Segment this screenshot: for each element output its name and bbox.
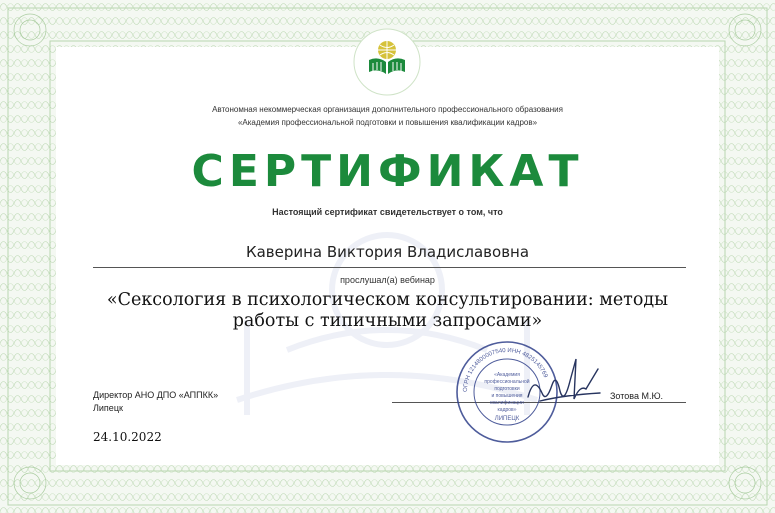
director-city: Липецк	[93, 403, 123, 413]
listened-label: прослушал(а) вебинар	[340, 275, 435, 285]
signer-name: Зотова М.Ю.	[610, 391, 664, 401]
stamp-center-line-2: профессиональной	[484, 379, 530, 385]
recipient-name: Каверина Виктория Владиславовна	[245, 243, 530, 261]
webinar-title-line-1: «Сексология в психологическом консультировании: методы	[106, 290, 669, 310]
name-underline	[93, 267, 686, 268]
webinar-title	[0, 290, 775, 332]
stamp-center-line-6: кадров»	[497, 407, 517, 413]
stamp-center-line-4: и повышения	[491, 393, 523, 399]
issue-date: 24.10.2022	[93, 430, 162, 444]
certificate-title: СЕРТИФИКАТ	[191, 146, 584, 197]
director-position: Директор АНО ДПО «АППКК»	[93, 390, 219, 400]
book-globe-logo-icon	[353, 28, 421, 96]
webinar-title-line-2: работы с типичными запросами»	[232, 311, 543, 331]
handwritten-signature	[520, 355, 610, 415]
org-line-2: «Академия профессиональной подготовки и повышения квалификации кадров»	[237, 118, 538, 127]
stamp-center-line-3: подготовки	[494, 386, 520, 392]
director-block	[93, 389, 218, 415]
org-line-1: Автономная некоммерческая организация дополнительного профессионального образования	[212, 105, 563, 114]
certificate-subtitle: Настоящий сертификат свидетельствует о том, что	[272, 207, 503, 217]
stamp-center-line-1: «Академия	[494, 372, 520, 378]
stamp-bottom-text: ЛИПЕЦК	[494, 416, 520, 422]
stamp-center-line-5: квалификации	[490, 400, 524, 406]
stamp-outer-text: ОГРН 1214800007540 ИНН 4825145769	[462, 347, 549, 393]
